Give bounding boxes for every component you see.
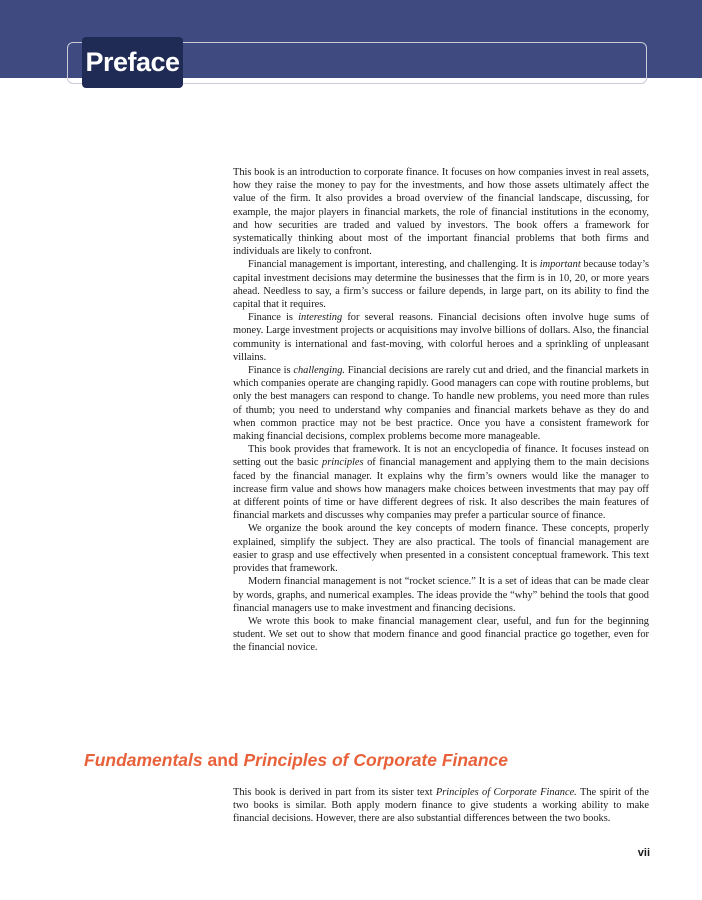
- section-body: [233, 786, 649, 826]
- paragraph: Finance is challenging. Financial decisions are rarely cut and dried, and the financial markets in which companies operate are changing rapidly. Good managers can cope with routine problems, but only the best managers can respond to change. To handle new problems, you need more than rules of thumb; you need to understand why companies and financial markets behave as they do and when common practice may not be best practice. Once you have a consistent framework for making financial decisions, complex problems become more manageable.: [233, 365, 649, 443]
- section-heading: Fundamentals and Principles of Corporate Finance: [84, 750, 508, 770]
- paragraph: This book provides that framework. It is not an encyclopedia of finance. It focuses instead on setting out the basic principles of financial management and applying them to the main decisions faced by the financial manager. It explains why the firm’s owners would like the manager to increase firm value and shows how managers make choices between investments that may pay off at different points of time or have different degrees of risk. It also describes the main features of financial markets and discusses why companies may prefer a particular source of finance.: [233, 444, 649, 522]
- paragraph: Financial management is important, interesting, and challenging. It is important because today’s capital investment decisions may determine the businesses that the firm is in 10, 20, or more years ahead. Needless to say, a firm’s success or failure depends, in large part, on its ability to find the capital that it requires.: [233, 259, 649, 311]
- page-number: vii: [637, 847, 650, 859]
- intro-body: [233, 166, 649, 655]
- paragraph: We wrote this book to make financial management clear, useful, and fun for the beginning student. We set out to show that modern finance and good financial practice go together, even for the financial novice.: [233, 615, 649, 654]
- paragraph: Finance is interesting for several reasons. Financial decisions often involve huge sums of money. Large investment projects or acquisitions may involve billions of dollars. Also, the financial community is international and fast-moving, with colorful heroes and a sprinkling of unpleasant villains.: [233, 312, 649, 363]
- paragraph: This book is derived in part from its sister text Principles of Corporate Finance. The spirit of the two books is similar. Both apply modern finance to give students a working ability to make financial decisions. However, there are also substantial differences between the two books.: [233, 787, 649, 825]
- chapter-title: Preface: [82, 37, 183, 88]
- paragraph: Modern financial management is not “rocket science.” It is a set of ideas that can be made clear by words, graphs, and numerical examples. The ideas provide the “why” behind the tools that good financial managers use to make investment and financing decisions.: [233, 576, 649, 614]
- paragraph: This book is an introduction to corporate finance. It focuses on how companies invest in real assets, how they raise the money to pay for the investments, and how those assets ultimately affect the value of the firm. It also provides a broad overview of the financial landscape, discussing, for example, the major players in financial markets, the role of financial institutions in the economy, and how securities are traded and valued by investors. The book offers a framework for systematically thinking about most of the important financial problems that both firms and individuals are likely to confront.: [233, 167, 649, 258]
- paragraph: We organize the book around the key concepts of modern finance. These concepts, properly explained, simplify the subject. They are also practical. The tools of financial management are easier to grasp and use effectively when presented in a consistent conceptual framework. This text provides that framework.: [233, 523, 649, 575]
